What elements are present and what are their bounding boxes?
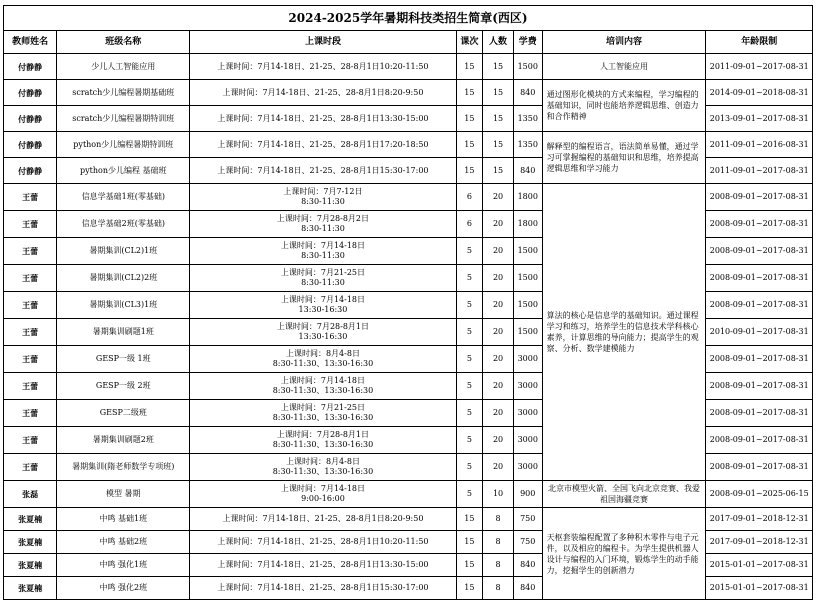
content-cell: 算法的核心是信息学的基础知识。通过课程学习和练习，培养学生的信息技术学科核心素养，计算思维的导向能力；提高学生的观察、分析、数学建模能力 — [542, 184, 706, 481]
fee-cell: 840 — [513, 554, 542, 577]
table-row — [4, 184, 813, 211]
fee-cell: 3000 — [513, 373, 542, 400]
time-cell: 上课时间：7月14-18日、21-25、28-8月1日13:30-15:00 — [190, 554, 456, 577]
class-name-cell: 暑期集训刷题2班 — [57, 427, 190, 454]
time-cell: 上课时间：7月28-8月1日 8:30-11:30、13:30-16:30 — [190, 427, 456, 454]
enrollment-table — [3, 5, 813, 600]
class-name-cell: scratch少儿编程暑期基础班 — [57, 80, 190, 106]
count-cell: 20 — [483, 265, 514, 292]
time-cell: 上课时间：8月4-8日 8:30-11:30、13:30-16:30 — [190, 454, 456, 481]
header-teacher: 教师姓名 — [4, 31, 57, 54]
class-name-cell: 暑期集训刷题1班 — [57, 319, 190, 346]
teacher-cell: 王蕾 — [4, 238, 57, 265]
count-cell: 15 — [483, 54, 514, 80]
header-fee: 学费 — [513, 31, 542, 54]
time-cell: 上课时间：7月14-18日 13:30-16:30 — [190, 292, 456, 319]
age-cell: 2008-09-01~2017-08-31 — [706, 400, 813, 427]
sessions-cell: 5 — [456, 319, 483, 346]
count-cell: 20 — [483, 211, 514, 238]
sessions-cell: 15 — [456, 531, 483, 554]
sessions-cell: 15 — [456, 508, 483, 531]
teacher-cell: 王蕾 — [4, 265, 57, 292]
age-cell: 2008-09-01~2017-08-31 — [706, 427, 813, 454]
count-cell: 20 — [483, 319, 514, 346]
teacher-cell: 付静静 — [4, 158, 57, 184]
age-cell: 2015-01-01~2017-08-31 — [706, 554, 813, 577]
teacher-cell: 王蕾 — [4, 454, 57, 481]
header-row — [4, 31, 813, 54]
age-cell: 2008-09-01~2017-08-31 — [706, 184, 813, 211]
content-cell: 解释型的编程语言，语法简单易懂，通过学习可掌握编程的基础知识和思维，培养提高逻辑思维和学习能力 — [542, 132, 706, 184]
count-cell: 15 — [483, 132, 514, 158]
teacher-cell: 张磊 — [4, 481, 57, 508]
age-cell: 2014-09-01~2018-08-31 — [706, 80, 813, 106]
fee-cell: 1800 — [513, 184, 542, 211]
sessions-cell: 15 — [456, 158, 483, 184]
table-row — [4, 54, 813, 80]
class-name-cell: python少儿编程暑期特训班 — [57, 132, 190, 158]
class-name-cell: 模型 暑期 — [57, 481, 190, 508]
teacher-cell: 张夏楠 — [4, 577, 57, 600]
time-cell: 上课时间：7月21-25日 8:30-11:30、13:30-16:30 — [190, 400, 456, 427]
fee-cell: 1350 — [513, 132, 542, 158]
sessions-cell: 5 — [456, 454, 483, 481]
sessions-cell: 5 — [456, 427, 483, 454]
class-name-cell: python少儿编程 基础班 — [57, 158, 190, 184]
time-cell: 上课时间：7月14-18日、21-25、28-8月1日15:30-17:00 — [190, 158, 456, 184]
sessions-cell: 5 — [456, 292, 483, 319]
class-name-cell: GESP一级 1班 — [57, 346, 190, 373]
time-cell: 上课时间：7月14-18日、21-25、28-8月1日8:20-9:50 — [190, 80, 456, 106]
count-cell: 8 — [483, 554, 514, 577]
sessions-cell: 15 — [456, 554, 483, 577]
class-name-cell: 少儿人工智能应用 — [57, 54, 190, 80]
class-name-cell: 中鸣 基础2班 — [57, 531, 190, 554]
sessions-cell: 5 — [456, 400, 483, 427]
fee-cell: 750 — [513, 508, 542, 531]
fee-cell: 3000 — [513, 427, 542, 454]
teacher-cell: 王蕾 — [4, 346, 57, 373]
class-name-cell: 暑期集训(CL3)1班 — [57, 292, 190, 319]
teacher-cell: 王蕾 — [4, 400, 57, 427]
teacher-cell: 付静静 — [4, 80, 57, 106]
sessions-cell: 5 — [456, 346, 483, 373]
fee-cell: 900 — [513, 481, 542, 508]
fee-cell: 1500 — [513, 238, 542, 265]
count-cell: 15 — [483, 158, 514, 184]
time-cell: 上课时间：7月28-8月1日 13:30-16:30 — [190, 319, 456, 346]
header-class: 班级名称 — [57, 31, 190, 54]
age-cell: 2011-09-01~2017-08-31 — [706, 54, 813, 80]
age-cell: 2008-09-01~2017-08-31 — [706, 238, 813, 265]
count-cell: 20 — [483, 427, 514, 454]
table-row — [4, 508, 813, 531]
sessions-cell: 6 — [456, 211, 483, 238]
fee-cell: 840 — [513, 80, 542, 106]
age-cell: 2011-09-01~2016-08-31 — [706, 132, 813, 158]
count-cell: 8 — [483, 531, 514, 554]
time-cell: 上课时间：7月14-18日、21-25、28-8月1日15:30-17:00 — [190, 577, 456, 600]
teacher-cell: 王蕾 — [4, 373, 57, 400]
teacher-cell: 张夏楠 — [4, 508, 57, 531]
header-content: 培训内容 — [542, 31, 706, 54]
count-cell: 15 — [483, 80, 514, 106]
age-cell: 2011-09-01~2017-08-31 — [706, 158, 813, 184]
fee-cell: 3000 — [513, 346, 542, 373]
class-name-cell: 暑期集训(CL2)2班 — [57, 265, 190, 292]
count-cell: 8 — [483, 508, 514, 531]
header-time: 上课时段 — [190, 31, 456, 54]
teacher-cell: 付静静 — [4, 106, 57, 132]
time-cell: 上课时间：7月14-18日、21-25、28-8月1日10:20-11:50 — [190, 531, 456, 554]
class-name-cell: 中鸣 基础1班 — [57, 508, 190, 531]
class-name-cell: 暑期集训(CL2)1班 — [57, 238, 190, 265]
teacher-cell: 王蕾 — [4, 319, 57, 346]
fee-cell: 750 — [513, 531, 542, 554]
count-cell: 8 — [483, 577, 514, 600]
teacher-cell: 王蕾 — [4, 292, 57, 319]
fee-cell: 840 — [513, 577, 542, 600]
teacher-cell: 张夏楠 — [4, 531, 57, 554]
age-cell: 2013-09-01~2017-08-31 — [706, 106, 813, 132]
class-name-cell: 暑期集训(隋老师数学专项班) — [57, 454, 190, 481]
age-cell: 2010-09-01~2017-08-31 — [706, 319, 813, 346]
age-cell: 2008-09-01~2017-08-31 — [706, 346, 813, 373]
time-cell: 上课时间：7月7-12日 8:30-11:30 — [190, 184, 456, 211]
time-cell: 上课时间：7月14-18日 8:30-11:30 — [190, 238, 456, 265]
content-cell: 天枢套装编程配置了多种积木零件与电子元件，以及相应的编程卡。为学生提供机器人设计与编程的入门环境，锻炼学生的动手能力，挖掘学生的创新潜力 — [542, 508, 706, 600]
age-cell: 2017-09-01~2018-12-31 — [706, 531, 813, 554]
teacher-cell: 王蕾 — [4, 427, 57, 454]
age-cell: 2008-09-01~2025-06-15 — [706, 481, 813, 508]
sessions-cell: 15 — [456, 106, 483, 132]
sessions-cell: 6 — [456, 184, 483, 211]
sessions-cell: 15 — [456, 132, 483, 158]
fee-cell: 3000 — [513, 400, 542, 427]
age-cell: 2017-09-01~2018-12-31 — [706, 508, 813, 531]
sessions-cell: 15 — [456, 54, 483, 80]
class-name-cell: 信息学基础1班(零基础) — [57, 184, 190, 211]
fee-cell: 1500 — [513, 292, 542, 319]
time-cell: 上课时间：7月14-18日 8:30-11:30、13:30-16:30 — [190, 373, 456, 400]
class-name-cell: 中鸣 强化2班 — [57, 577, 190, 600]
sessions-cell: 5 — [456, 481, 483, 508]
count-cell: 20 — [483, 400, 514, 427]
count-cell: 10 — [483, 481, 514, 508]
count-cell: 20 — [483, 184, 514, 211]
teacher-cell: 付静静 — [4, 54, 57, 80]
teacher-cell: 张夏楠 — [4, 554, 57, 577]
class-name-cell: GESP一级 2班 — [57, 373, 190, 400]
time-cell: 上课时间：7月14-18日、21-25、28-8月1日17:20-18:50 — [190, 132, 456, 158]
fee-cell: 1500 — [513, 265, 542, 292]
count-cell: 20 — [483, 346, 514, 373]
table-row — [4, 80, 813, 106]
content-cell: 通过图形化模块的方式来编程，学习编程的基础知识，同时也能培养逻辑思维、创造力和合作精神 — [542, 80, 706, 132]
class-name-cell: scratch少儿编程暑期特训班 — [57, 106, 190, 132]
header-count: 人数 — [483, 31, 514, 54]
age-cell: 2008-09-01~2017-08-31 — [706, 211, 813, 238]
sessions-cell: 5 — [456, 238, 483, 265]
count-cell: 20 — [483, 238, 514, 265]
table-row — [4, 132, 813, 158]
fee-cell: 3000 — [513, 454, 542, 481]
sessions-cell: 5 — [456, 373, 483, 400]
class-name-cell: GESP二级班 — [57, 400, 190, 427]
time-cell: 上课时间：7月14-18日、21-25、28-8月1日13:30-15:00 — [190, 106, 456, 132]
content-cell: 北京市模型火箭、全国飞向北京竞赛、我爱祖国海疆竞赛 — [542, 481, 706, 508]
age-cell: 2008-09-01~2017-08-31 — [706, 373, 813, 400]
fee-cell: 1500 — [513, 319, 542, 346]
fee-cell: 1350 — [513, 106, 542, 132]
teacher-cell: 王蕾 — [4, 184, 57, 211]
header-sessions: 课次 — [456, 31, 483, 54]
content-cell: 人工智能应用 — [542, 54, 706, 80]
sessions-cell: 15 — [456, 80, 483, 106]
fee-cell: 1500 — [513, 54, 542, 80]
class-name-cell: 中鸣 强化1班 — [57, 554, 190, 577]
time-cell: 上课时间：7月21-25日 8:30-11:30 — [190, 265, 456, 292]
time-cell: 上课时间：7月14-18日 9:00-16:00 — [190, 481, 456, 508]
teacher-cell: 王蕾 — [4, 211, 57, 238]
fee-cell: 1800 — [513, 211, 542, 238]
count-cell: 20 — [483, 373, 514, 400]
age-cell: 2008-09-01~2017-08-31 — [706, 265, 813, 292]
enrollment-sheet — [3, 5, 813, 600]
age-cell: 2008-09-01~2017-08-31 — [706, 292, 813, 319]
sessions-cell: 15 — [456, 577, 483, 600]
sessions-cell: 5 — [456, 265, 483, 292]
count-cell: 20 — [483, 292, 514, 319]
count-cell: 15 — [483, 106, 514, 132]
time-cell: 上课时间：7月14-18日、21-25、28-8月1日10:20-11:50 — [190, 54, 456, 80]
class-name-cell: 信息学基础2班(零基础) — [57, 211, 190, 238]
age-cell: 2015-01-01~2017-08-31 — [706, 577, 813, 600]
time-cell: 上课时间：8月4-8日 8:30-11:30、13:30-16:30 — [190, 346, 456, 373]
page-title: 2024-2025学年暑期科技类招生简章(西区) — [4, 6, 813, 31]
time-cell: 上课时间：7月28-8月2日 8:30-11:30 — [190, 211, 456, 238]
age-cell: 2008-09-01~2017-08-31 — [706, 454, 813, 481]
fee-cell: 840 — [513, 158, 542, 184]
header-age: 年龄限制 — [706, 31, 813, 54]
time-cell: 上课时间：7月14-18日、21-25、28-8月1日8:20-9:50 — [190, 508, 456, 531]
table-row — [4, 481, 813, 508]
count-cell: 20 — [483, 454, 514, 481]
teacher-cell: 付静静 — [4, 132, 57, 158]
